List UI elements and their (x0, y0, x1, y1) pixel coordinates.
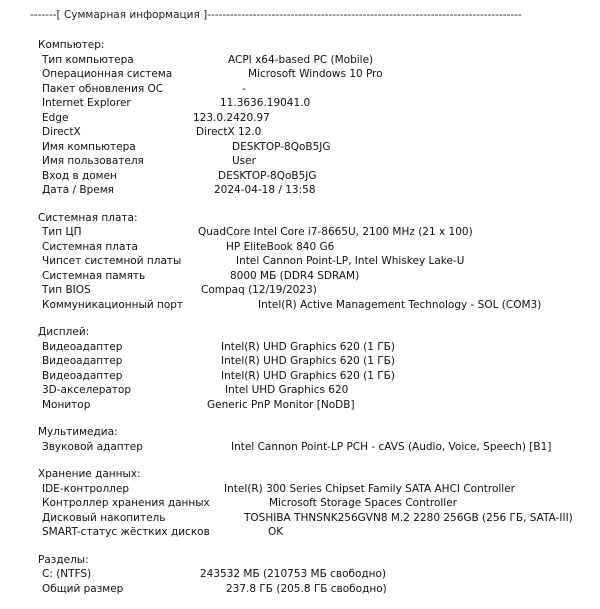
row-partition-c (38, 567, 593, 582)
section-title-multimedia: Мультимедиа: (38, 426, 118, 438)
field-value: ACPI x64-based PC (Mobile) (228, 53, 374, 66)
section-title-storage: Хранение данных: (38, 468, 141, 480)
row-system-memory (38, 269, 593, 284)
row-domain-logon (38, 169, 593, 184)
field-label: C: (NTFS) (42, 568, 92, 580)
field-label: Тип компьютера (42, 53, 134, 66)
field-value: Microsoft Storage Spaces Controller (269, 497, 457, 509)
row-sound-adapter (38, 440, 593, 455)
field-value: Intel(R) Active Management Technology - SOL (COM3) (258, 298, 542, 311)
field-value: 243532 МБ (210753 МБ свободно) (200, 568, 387, 580)
field-label: Дисковый накопитель (42, 511, 166, 524)
row-edge (38, 111, 593, 126)
section-multimedia (38, 425, 593, 454)
field-label: Коммуникационный порт (42, 298, 184, 311)
row-date-time (38, 183, 593, 198)
field-value: QuadCore Intel Core i7-8665U, 2100 MHz (21 x 100) (198, 226, 473, 238)
field-value: 11.3636.19041.0 (220, 97, 311, 109)
row-chipset (38, 254, 593, 269)
field-label: Пакет обновления ОС (42, 82, 164, 95)
field-value: DESKTOP-8QoB5JG (218, 169, 317, 182)
field-label: Видеоадаптер (42, 340, 123, 353)
field-value: DirectX 12.0 (196, 126, 262, 138)
field-label: SMART-статус жёстких дисков (42, 526, 210, 538)
field-label: Видеоадаптер (42, 369, 123, 382)
field-label: Тип ЦП (42, 226, 82, 238)
field-value: Compaq (12/19/2023) (201, 284, 317, 296)
field-label: Имя пользователя (42, 155, 144, 167)
field-label: Системная плата (42, 240, 138, 253)
field-label: Системная память (42, 269, 146, 282)
row-motherboard (38, 240, 593, 255)
row-3d-accelerator (38, 383, 593, 398)
row-ide-controller (38, 482, 593, 497)
section-title-computer: Компьютер: (38, 39, 105, 51)
summary-report (38, 38, 593, 609)
section-title-motherboard: Системная плата: (38, 211, 138, 224)
field-label: Дата / Время (42, 184, 114, 196)
row-video-adapter-2 (38, 354, 593, 369)
field-value: TOSHIBA THNSNK256GVN8 M.2 2280 256GB (256 ГБ, SATA-III) (244, 511, 573, 524)
field-value: 123.0.2420.97 (193, 111, 270, 124)
field-label: Операционная система (42, 68, 173, 80)
field-value: Intel(R) UHD Graphics 620 (1 ГБ) (221, 355, 395, 367)
row-internet-explorer (38, 96, 593, 111)
section-title-display: Дисплей: (38, 326, 90, 338)
row-storage-controller (38, 496, 593, 511)
row-user-name (38, 154, 593, 169)
row-smart-status (38, 525, 593, 540)
row-monitor (38, 398, 593, 413)
field-label: Edge (42, 111, 69, 124)
field-value: 237.8 ГБ (205.8 ГБ свободно) (226, 582, 387, 595)
field-label: Звуковой адаптер (42, 440, 143, 453)
section-title-partitions: Разделы: (38, 553, 89, 566)
section-storage (38, 467, 593, 540)
row-video-adapter-3 (38, 369, 593, 384)
field-label: Чипсет системной платы (42, 255, 182, 267)
field-value: Intel UHD Graphics 620 (225, 384, 349, 396)
field-label: Видеоадаптер (42, 355, 123, 367)
field-value: DESKTOP-8QoB5JG (232, 140, 331, 153)
field-value: OK (268, 526, 284, 538)
field-value: Intel(R) 300 Series Chipset Family SATA AHCI Controller (224, 482, 515, 495)
field-value: User (232, 155, 256, 167)
row-cpu-type (38, 225, 593, 240)
row-bios-type (38, 283, 593, 298)
row-video-adapter-1 (38, 340, 593, 355)
field-label: Тип BIOS (42, 284, 91, 296)
field-value: Intel Cannon Point-LP PCH - cAVS (Audio, Voice, Speech) [B1] (231, 440, 552, 453)
field-label: Internet Explorer (42, 97, 131, 109)
field-label: Контроллер хранения данных (42, 497, 210, 509)
field-value: HP EliteBook 840 G6 (226, 240, 335, 253)
field-label: Вход в домен (42, 169, 117, 182)
field-value: 8000 МБ (DDR4 SDRAM) (230, 269, 360, 282)
section-partitions (38, 553, 593, 597)
row-os-service-pack (38, 82, 593, 97)
section-display (38, 325, 593, 412)
row-computer-type (38, 53, 593, 68)
section-motherboard (38, 211, 593, 313)
section-computer (38, 38, 593, 198)
field-value: Microsoft Windows 10 Pro (248, 68, 383, 80)
row-directx (38, 125, 593, 140)
row-communication-port (38, 298, 593, 313)
field-value: - (242, 82, 246, 95)
row-disk-drive (38, 511, 593, 526)
field-label: DirectX (42, 126, 81, 138)
field-label: IDE-контроллер (42, 482, 129, 495)
field-value: 2024-04-18 / 13:58 (214, 184, 316, 196)
field-value: Intel(R) UHD Graphics 620 (1 ГБ) (221, 340, 395, 353)
field-value: Intel Cannon Point-LP, Intel Whiskey Lake-U (236, 255, 465, 267)
field-value: Generic PnP Monitor [NoDB] (207, 398, 355, 411)
field-label: Общий размер (42, 582, 124, 595)
row-total-size (38, 582, 593, 597)
field-label: Монитор (42, 398, 91, 411)
field-label: Имя компьютера (42, 140, 136, 153)
field-value: Intel(R) UHD Graphics 620 (1 ГБ) (221, 369, 395, 382)
row-computer-name (38, 140, 593, 155)
summary-header: -------[ Суммарная информация ]----------------------------------------------------------------------------------- (30, 9, 522, 21)
field-label: 3D-акселератор (42, 384, 132, 396)
row-operating-system (38, 67, 593, 82)
